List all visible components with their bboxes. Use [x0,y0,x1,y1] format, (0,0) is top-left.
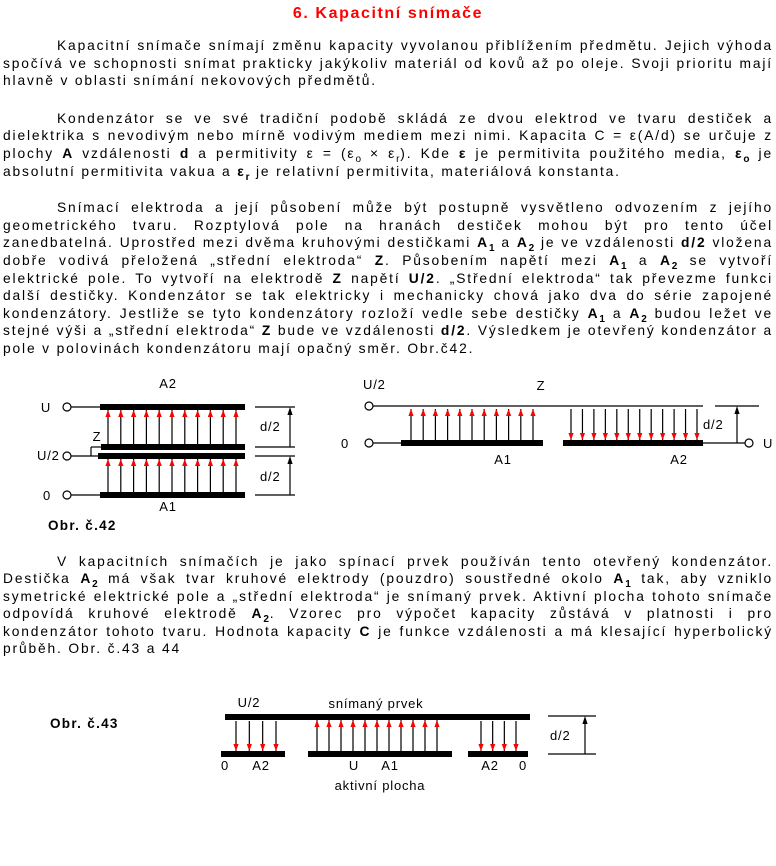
fig43-arrows-center [314,720,439,751]
paragraph-capacitor-basics: Kondenzátor se ve své tradiční podobě skládá ze dvou elektrod ve tvaru destiček a dielektrika s nevodivým nebo mírně vodivým mediem mezi nimi. Kapacita C = ε(A/d) se určuje z plochy A vzdálenosti d a permitivity $\varepsilon = (\varepsilon_o \times \varepsilon_r)$. Kde ε je permitivita použitého media, $\varepsilon_o$ je absolutní permitivita vakua a $\varepsilon_r$ je relativní permitivita, materiálová konstanta. [3,110,773,183]
fig43-plate-top [225,714,530,720]
paragraph-middle-electrode: Snímací elektroda a její působení může být postupně vysvětleno odvozením z jejího geometrického tvaru. Rozptylová pole na hranách destiček mohou být pro tento účel zanedbatelná. Uprostřed mezi dvěma kruhovými destičkami $A_1$ a $A_2$ je ve vzdálenosti d/2 vložena dobře vodivá přeložená „střední elektroda“ Z. Působením napětí mezi $A_1$ a $A_2$ se vytvoří elektrické pole. To vytvoří na elektrodě Z napětí U/2. „Střední elektroda“ tak převezme funkci další destičky. Kondenzátor se tak elektricky i mechanicky chová jako dva do série zapojené kondenzátory. Jestliže se tyto kondenzátory rozloží vedle sebe destičky $A_1$ a $A_2$ budou ležet ve stejné výši a „střední elektroda“ Z bude ve vzdálenosti d/2. Výsledkem je otevřený kondenzátor a pole v polovinách kondenzátoru mají opačný směr. Obr.č42. [3,200,774,356]
fig42-left-label-u2: U/2 [37,447,60,463]
paragraph-intro: Kapacitní snímače snímají změnu kapacity vyvolanou přiblížením předmětu. Jejich výhoda spočívá ve schopnosti snímat prakticky jakýkoliv materiál od kovů až po oleje. Svoji prioritu mají hlavně v oblasti snímání nekovových předmětů. [3,38,773,89]
fig42-left-label-0: 0 [42,487,52,503]
fig43-plate-a1 [308,751,452,757]
fig42-left-diagram [37,376,295,533]
fig42-left-dimension [255,407,295,495]
fig42-arrows-left-upper [105,410,238,444]
fig42-left-label-a1: A1 [159,498,177,514]
fig43-label-a2-left: A2 [252,758,270,774]
fig43-label-u: U [348,758,360,774]
fig43-arrows-left [233,721,278,751]
fig43-plate-a2-right [468,751,528,757]
fig43-label-a2-right: A2 [481,758,499,774]
fig42-left-plate-z-upper [101,444,245,450]
fig43-plate-a2-left [221,751,285,757]
paragraph-open-capacitor: V kapacitních snímačích je jako spínací prvek používán tento otevřený kondenzátor. Destička $A_2$ má však tvar kruhové elektrody (pouzdro) soustředné okolo $A_1$ tak, aby vzniklo symetrické elektrické pole a „střední elektroda“ je snímaný prvek. Aktivní plocha tohoto snímače odpovídá kruhové elektrodě $A_2$. Vzorec pro výpočet kapacity zůstává v platnosti i pro kondenzátor tohoto tvaru. Hodnota kapacity C je funkce vzdálenosti a má klesající hyperbolický průběh. Obr. č.43 a 44 [3,553,774,657]
terminal-u2 [365,402,373,410]
fig42-right-label-u2: U/2 [363,376,386,392]
terminal-u [745,439,753,447]
fig42-arrows-right-a2 [568,409,699,440]
fig42-arrows-left-lower [105,459,238,492]
fig42-right-plate-a1 [401,440,543,446]
fig42-right-electrode-z [365,402,703,410]
terminal-0 [63,491,71,499]
fig42-left-plate-z-lower [98,453,245,459]
page-title: 6. Kapacitní snímače [292,5,484,22]
fig43-label-active-area: aktivní plocha [334,778,426,794]
fig42-right-label-u: U [763,435,773,451]
fig42-left-plate-a2 [100,404,245,410]
fig43-label-sensed-element: snímaný prvek [328,696,424,712]
terminal-0 [365,439,373,447]
fig42-left-terminals [63,403,101,499]
fig42-right-label-0: 0 [340,435,350,451]
fig42-right-label-a2: A2 [670,451,688,467]
fig42-right-label-a1: A1 [494,451,512,467]
fig43-caption: Obr. č.43 [50,716,119,732]
fig42-right-label-z: Z [536,377,546,393]
fig43-label-0-right: 0 [518,758,528,774]
figure-42 [3,369,773,544]
terminal-u [63,403,71,411]
fig42-left-label-d2-upper: d/2 [260,418,281,434]
fig42-right-dimension [703,406,759,443]
fig42-caption: Obr. č.42 [48,517,117,533]
fig43-dimension [548,716,596,754]
fig43-label-a1: A1 [381,758,399,774]
fig43-label-u2: U/2 [237,695,261,711]
fig42-right-label-d2: d/2 [703,416,724,432]
fig43-label-d2: d/2 [550,728,571,744]
terminal-u2 [63,452,71,460]
fig43-arrows-right [478,721,518,751]
fig42-right-plate-a2 [563,440,703,446]
fig42-left-label-u: U [40,399,52,415]
fig42-right-diagram [341,377,773,467]
document-page [0,5,776,866]
fig42-left-label-a2: A2 [159,375,177,391]
figure-43 [3,676,773,801]
fig43-label-0-left: 0 [220,758,230,774]
fig42-left-label-d2-lower: d/2 [260,468,281,484]
fig42-left-plate-a1 [100,492,245,498]
fig42-arrows-right-a1 [408,409,535,440]
fig42-left-label-z: Z [92,428,102,444]
